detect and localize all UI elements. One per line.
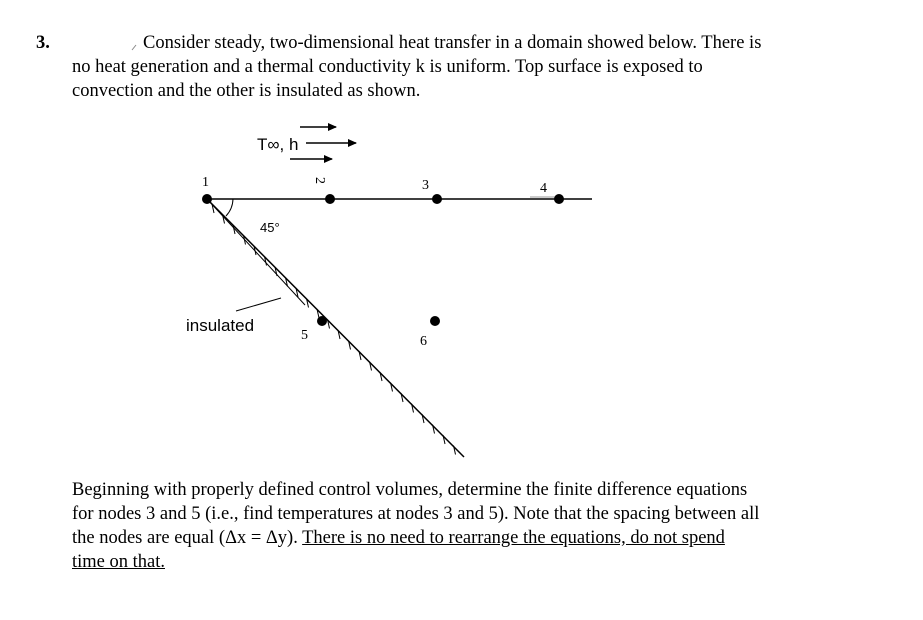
- node-1-label: 1: [202, 175, 209, 190]
- node-5-label: 5: [301, 328, 308, 343]
- angle-label: 45°: [260, 220, 280, 235]
- task-line-3-underlined: There is no need to rearrange the equations, do not spend: [302, 528, 725, 548]
- insulated-label: insulated: [186, 316, 255, 335]
- question-number: 3.: [36, 33, 50, 53]
- node-1: [202, 194, 212, 204]
- angle-reference-line: [207, 199, 305, 305]
- intro-line-1: Consider steady, two-dimensional heat transfer in a domain showed below. There is: [143, 33, 762, 53]
- convection-label: T∞, h: [257, 135, 299, 154]
- task-line-3-plain: the nodes are equal (Δx = Δy).: [72, 528, 303, 548]
- task-line-3: [72, 526, 725, 550]
- pen-mark: [132, 45, 136, 50]
- node-5: [317, 316, 327, 326]
- node-2-label: 2: [312, 177, 327, 184]
- angle-arc: [226, 199, 233, 216]
- node-6: [430, 316, 440, 326]
- intro-line-2: no heat generation and a thermal conductivity k is uniform. Top surface is exposed to: [72, 57, 703, 77]
- node-3-label: 3: [422, 178, 429, 193]
- node-2: [325, 194, 335, 204]
- intro-line-3: convection and the other is insulated as shown.: [72, 81, 421, 101]
- node-4: [554, 194, 564, 204]
- task-line-4: time on that.: [72, 552, 165, 572]
- node-6-label: 6: [420, 334, 427, 349]
- task-line-2: for nodes 3 and 5 (i.e., find temperatures at nodes 3 and 5). Note that the spacing between all: [72, 504, 760, 524]
- node-4-label: 4: [540, 181, 547, 196]
- insulated-leader-line: [236, 298, 281, 311]
- task-line-1: Beginning with properly defined control volumes, determine the finite difference equations: [72, 480, 748, 500]
- node-3: [432, 194, 442, 204]
